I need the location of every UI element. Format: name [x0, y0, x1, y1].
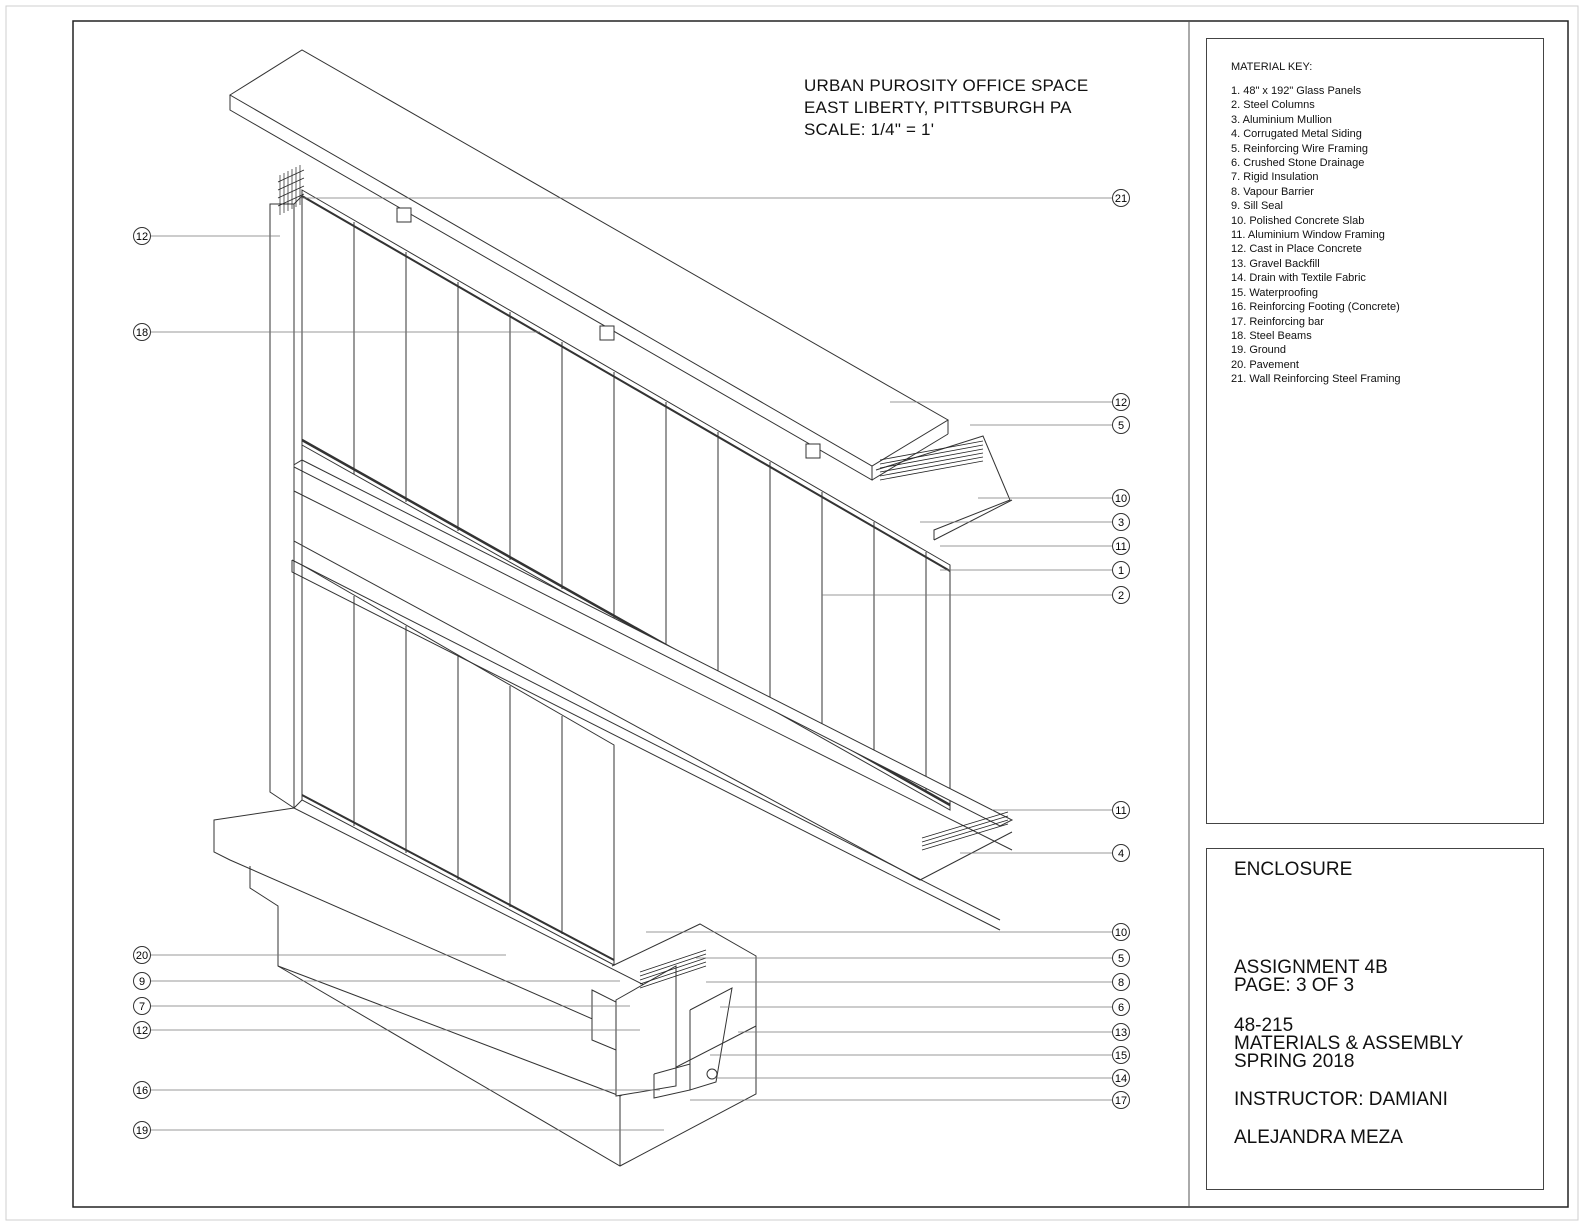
- callout-left-8: [134, 1122, 151, 1139]
- course-term: SPRING 2018: [1234, 1051, 1355, 1072]
- callout-right-5: [1113, 514, 1130, 531]
- material-key-item: 3. Aluminium Mullion: [1231, 113, 1332, 126]
- material-key-item: 18. Steel Beams: [1231, 329, 1312, 342]
- material-key-item: 2. Steel Columns: [1231, 99, 1315, 112]
- material-key-list: [1231, 84, 1401, 387]
- callout-right-9: [1113, 802, 1130, 819]
- svg-text:15: 15: [1114, 1050, 1128, 1062]
- material-key-item: 15. Waterproofing: [1231, 286, 1319, 299]
- sheet-title: ENCLOSURE: [1234, 859, 1353, 880]
- material-key-item: 14. Drain with Textile Fabric: [1231, 272, 1366, 285]
- material-key-item: 1. 48" x 192" Glass Panels: [1231, 85, 1362, 97]
- material-key-title: MATERIAL KEY:: [1231, 61, 1313, 73]
- material-key-item: 11. Aluminium Window Framing: [1231, 229, 1385, 242]
- callout-right-2: [1113, 394, 1130, 411]
- callout-right-13: [1113, 974, 1130, 991]
- callouts-left: [134, 228, 151, 1139]
- callout-right-17: [1113, 1070, 1130, 1087]
- svg-text:11: 11: [1115, 541, 1127, 553]
- svg-text:6: 6: [1117, 1002, 1125, 1014]
- material-key-item: 6. Crushed Stone Drainage: [1231, 157, 1365, 170]
- svg-text:17: 17: [1114, 1095, 1128, 1107]
- svg-text:5: 5: [1117, 953, 1125, 965]
- axonometric-wall-section: [214, 50, 1012, 1166]
- callout-right-7: [1113, 562, 1130, 579]
- material-key-item: 8. Vapour Barrier: [1231, 185, 1314, 198]
- svg-text:4: 4: [1117, 848, 1125, 860]
- svg-text:19: 19: [135, 1125, 149, 1137]
- callout-right-10: [1113, 845, 1130, 862]
- material-key-item: 21. Wall Reinforcing Steel Framing: [1231, 373, 1401, 386]
- callout-right-16: [1113, 1047, 1130, 1064]
- assignment-label: ASSIGNMENT 4B: [1234, 957, 1388, 978]
- callout-left-4: [134, 973, 151, 990]
- page-label: PAGE: 3 OF 3: [1234, 975, 1355, 996]
- callout-right-3: [1113, 417, 1130, 434]
- svg-text:10: 10: [1114, 927, 1128, 939]
- svg-text:1: 1: [1117, 565, 1125, 577]
- project-name: URBAN PUROSITY OFFICE SPACE: [804, 76, 1089, 95]
- callout-right-12: [1113, 950, 1130, 967]
- callout-right-18: [1113, 1092, 1130, 1109]
- callout-left-3: [134, 947, 151, 964]
- callout-right-11: [1113, 924, 1130, 941]
- svg-text:12: 12: [135, 231, 149, 243]
- svg-text:12: 12: [135, 1025, 149, 1037]
- course-name: MATERIALS & ASSEMBLY: [1234, 1033, 1464, 1054]
- material-key-item: 7. Rigid Insulation: [1231, 171, 1319, 184]
- course-number: 48-215: [1234, 1015, 1294, 1036]
- callout-left-6: [134, 1022, 151, 1039]
- svg-text:13: 13: [1114, 1027, 1128, 1039]
- material-key-item: 10. Polished Concrete Slab: [1231, 214, 1365, 227]
- svg-text:5: 5: [1117, 420, 1125, 432]
- svg-text:18: 18: [135, 327, 149, 339]
- svg-text:8: 8: [1117, 977, 1125, 989]
- project-title: [804, 75, 1088, 141]
- material-key-item: 17. Reinforcing bar: [1231, 315, 1324, 328]
- material-key-item: 19. Ground: [1231, 344, 1287, 357]
- callout-right-15: [1113, 1024, 1130, 1041]
- svg-text:9: 9: [138, 976, 146, 988]
- callout-left-1: [134, 228, 151, 245]
- material-key-item: 16. Reinforcing Footing (Concrete): [1231, 301, 1400, 314]
- svg-text:2: 2: [1117, 590, 1125, 602]
- callout-left-5: [134, 998, 151, 1015]
- svg-text:10: 10: [1114, 493, 1128, 505]
- project-scale: SCALE: 1/4" = 1': [804, 120, 935, 139]
- svg-text:3: 3: [1117, 517, 1125, 529]
- material-key-item: 4. Corrugated Metal Siding: [1231, 128, 1362, 141]
- instructor-label: INSTRUCTOR: DAMIANI: [1234, 1089, 1448, 1110]
- callout-right-1: [1113, 190, 1130, 207]
- material-key-panel: [1206, 38, 1544, 824]
- material-key-item: 13. Gravel Backfill: [1231, 257, 1320, 270]
- title-info-panel: [1206, 848, 1544, 1190]
- material-key-item: 20. Pavement: [1231, 358, 1299, 371]
- svg-text:7: 7: [138, 1001, 146, 1013]
- svg-text:14: 14: [1114, 1073, 1128, 1085]
- material-key-item: 12. Cast in Place Concrete: [1231, 243, 1362, 256]
- material-key-item: 9. Sill Seal: [1231, 200, 1283, 213]
- project-location: EAST LIBERTY, PITTSBURGH PA: [804, 98, 1072, 117]
- svg-text:16: 16: [135, 1085, 149, 1097]
- material-key-item: 5. Reinforcing Wire Framing: [1231, 142, 1368, 155]
- callout-right-14: [1113, 999, 1130, 1016]
- svg-text:21: 21: [1114, 193, 1128, 205]
- callouts-right: [1113, 190, 1130, 1109]
- svg-text:11: 11: [1115, 805, 1127, 817]
- left-column: [270, 196, 302, 808]
- callout-left-7: [134, 1082, 151, 1099]
- callout-left-2: [134, 324, 151, 341]
- callout-right-4: [1113, 490, 1130, 507]
- callout-right-6: [1113, 538, 1130, 555]
- svg-text:12: 12: [1114, 397, 1128, 409]
- svg-text:20: 20: [135, 950, 149, 962]
- callout-right-8: [1113, 587, 1130, 604]
- author-name: ALEJANDRA MEZA: [1234, 1127, 1403, 1148]
